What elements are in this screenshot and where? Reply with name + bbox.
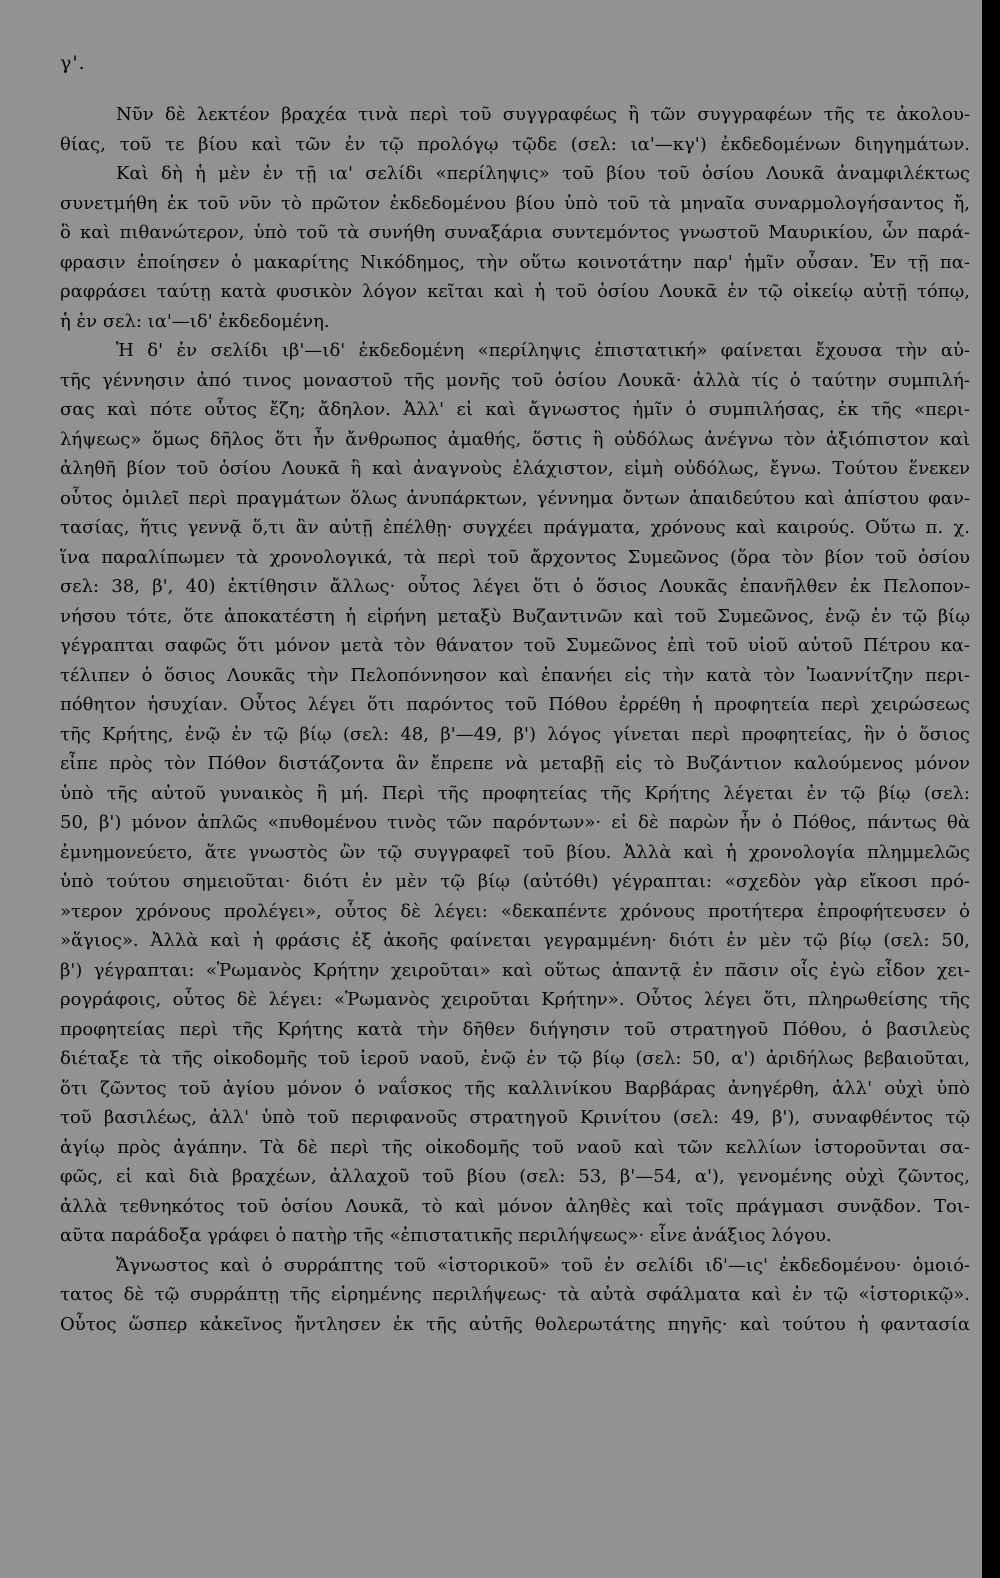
text-line: σελ: 38, β', 40) ἐκτίθησιν ἄλλως· οὗτος λέγει ὅτι ὁ ὅσιος Λουκᾶς ἐπανῆλθεν ἐκ Πελοπον- xyxy=(60,576,970,597)
text-line: εἶπε πρὸς τὸν Πόθον διστάζοντα ἂν ἔπρεπε νὰ μεταβῇ εἰς τὸ Βυζάντιον καλούμενος μόνον xyxy=(60,753,970,774)
text-line: συνετμήθη ἐκ τοῦ νῦν τὸ πρῶτον ἐκδεδομένου βίου ὑπὸ τοῦ τὰ μηναῖα συναρμολογήσαντος ἤ, xyxy=(60,192,970,214)
text-line: 50, β') μόνον ἁπλῶς «πυθομένου τινὸς τῶν παρόντων»· εἰ δὲ παρὼν ἦν ὁ Πόθος, πάντως θὰ xyxy=(60,812,970,833)
text-line: τοῦ βασιλέως, ἀλλ' ὑπὸ τοῦ περιφανοῦς στρατηγοῦ Κρινίτου (σελ: 49, β'), συναφθέντος τῷ xyxy=(60,1107,970,1128)
text-line: οὗτος ὁμιλεῖ περὶ πραγμάτων ὅλως ἀνυπάρκτων, γέννημα ὄντων ἀπαιδεύτου καὶ ἀπίστου φαν- xyxy=(60,487,970,509)
text-line: ρογράφοις, οὗτος δὲ λέγει: «Ῥωμανὸς χειροῦται Κρήτην». Οὗτος λέγει ὅτι, πληρωθείσης τῆς xyxy=(60,989,970,1010)
text-line: φῶς, εἰ καὶ διὰ βραχέων, ἀλλαχοῦ τοῦ βίου (σελ: 53, β'—54, α'), γενομένης οὐχὶ ζῶντος, xyxy=(60,1166,970,1187)
text-line: ἡ ἐν σελ: ια'—ιδ' ἐκδεδομένη. xyxy=(60,310,330,332)
text-line: β') γέγραπται: «Ῥωμανὸς Κρήτην χειροῦται» καὶ οὕτως ἀπαντᾷ ἐν πᾶσιν οἷς ἐγὼ εἶδον χει- xyxy=(60,959,970,981)
text-line: τασίας, ἥτις γεννᾷ ὅ,τι ἂν αὐτῇ ἐπέλθῃ· συγχέει πράγματα, χρόνους καὶ καιρούς. Οὕτω π. χ. xyxy=(60,517,970,538)
text-line: ἐμνημονεύετο, ἅτε γνωστὸς ὢν τῷ συγγραφεῖ τοῦ βίου. Ἀλλὰ καὶ ἡ χρονολογία πλημμελῶς xyxy=(60,841,970,863)
text-line: αῦτα παράδοξα γράφει ὁ πατὴρ τῆς «ἐπιστατικῆς περιλήψεως»· εἶνε ἀνάξιος λόγου. xyxy=(60,1225,832,1246)
body-text xyxy=(60,100,970,1339)
text-line: προφητείας περὶ τῆς Κρήτης κατὰ τὴν δῆθεν διήγησιν τοῦ στρατηγοῦ Πόθου, ὁ βασιλεὺς xyxy=(60,1018,970,1040)
text-line: ἁγίῳ πρὸς ἀγάπην. Τὰ δὲ περὶ τῆς οἰκοδομῆς τοῦ ναοῦ καὶ τῶν κελλίων ἱστοροῦνται σα- xyxy=(60,1136,970,1158)
text-line: ὑπὸ τῆς αὐτοῦ γυναικὸς ἢ μή. Περὶ τῆς προφητείας τῆς Κρήτης λέγεται ἐν τῷ βίῳ (σελ: xyxy=(60,782,970,804)
text-line: ὑπὸ τούτου σημειοῦται· διότι ἐν μὲν τῷ βίῳ (αὐτόθι) γέγραπται: «σχεδὸν γὰρ εἴκοσι πρό- xyxy=(60,871,970,892)
text-line: Καὶ δὴ ἡ μὲν ἐν τῇ ια' σελίδι «περίληψις» τοῦ βίου τοῦ ὁσίου Λουκᾶ ἀναμφιλέκτως xyxy=(116,163,970,184)
text-line: τέλιπεν ὁ ὅσιος Λουκᾶς τὴν Πελοπόννησον καὶ ἐπανήει εἰς τὴν κατὰ τὸν Ἰωαννίτζην περι- xyxy=(60,664,970,686)
text-line: Ἄγνωστος καὶ ὁ συρράπτης τοῦ «ἱστορικοῦ» τοῦ ἐν σελίδι ιδ'—ις' ἐκδεδομένου· ὁμοιό- xyxy=(116,1254,970,1276)
text-line: Νῦν δὲ λεκτέον βραχέα τινὰ περὶ τοῦ συγγραφέως ἢ τῶν συγγραφέων τῆς τε ἀκολου- xyxy=(116,104,970,125)
text-line: ὅτι ζῶντος τοῦ ἁγίου μόνον ὁ ναΐσκος τῆς καλλινίκου Βαρβάρας ἀνηγέρθη, ἀλλ' οὐχὶ ὑπὸ xyxy=(60,1077,970,1099)
text-line: φρασιν ἐποίησεν ὁ μακαρίτης Νικόδημος, τὴν οὕτω κοινοτάτην παρ' ἡμῖν οὖσαν. Ἐν τῇ πα- xyxy=(60,251,970,273)
text-line: διέταξε τὰ τῆς οἰκοδομῆς τοῦ ἱεροῦ ναοῦ, ἐνῷ ἐν τῷ βίῳ (σελ: 50, α') ἀριδήλως βεβαιοῦται, xyxy=(60,1048,970,1069)
text-line: νήσου τότε, ὅτε ἀποκατέστη ἡ εἰρήνη μεταξὺ Βυζαντινῶν καὶ τοῦ Συμεῶνος, ἐνῷ ἐν τῷ βίῳ xyxy=(60,605,970,627)
text-line: »τερον χρόνους προλέγει», οὗτος δὲ λέγει: «δεκαπέντε χρόνους προτήτερα ἐπροφήτευσεν ὁ xyxy=(60,900,970,922)
text-line: ραφράσει ταύτῃ κατὰ φυσικὸν λόγον κεῖται καὶ ἡ τοῦ ὁσίου Λουκᾶ ἐν τῷ οἰκείῳ αὐτῇ τόπῳ, xyxy=(60,281,970,302)
text-line: λήψεως» ὅμως δῆλος ὅτι ἦν ἄνθρωπος ἀμαθής, ὅστις ἢ οὐδόλως ἀνέγνω τὸν ἀξιόπιστον καὶ xyxy=(60,428,970,450)
text-line: ἵνα παραλίπωμεν τὰ χρονολογικά, τὰ περὶ τοῦ ἄρχοντος Συμεῶνος (ὅρα τὸν βίον τοῦ ὁσίου xyxy=(60,546,970,568)
scan-edge xyxy=(982,0,1000,1578)
page-number: γ'. xyxy=(60,52,86,74)
text-line: θίας, τοῦ τε βίου καὶ τῶν ἐν τῷ προλόγῳ τῷδε (σελ: ια'—κγ') ἐκδεδομένων διηγημάτων. xyxy=(60,133,970,155)
text-line: Οὗτος ὥσπερ κἀκεῖνος ἤντλησεν ἐκ τῆς αὐτῆς θολερωτάτης πηγῆς· καὶ τούτου ἡ φαντασία xyxy=(60,1313,970,1335)
text-line: ἀλλὰ τεθνηκότος τοῦ ὁσίου Λουκᾶ, τὸ καὶ μόνον ἀληθὲς καὶ τοῖς πράγμασι συνᾷδον. Τοι- xyxy=(60,1195,970,1217)
text-line: ὃ καὶ πιθανώτερον, ὑπὸ τοῦ τὰ συνήθη συναξάρια συντεμόντος γνωστοῦ Μαυρικίου, ὧν παρά- xyxy=(60,222,970,243)
text-line: ἀληθῆ βίον τοῦ ὁσίου Λουκᾶ ἢ καὶ ἀναγνοὺς ἐλάχιστον, εἰμὴ οὐδόλως, ἔγνω. Τούτου ἕνεκεν xyxy=(60,458,970,479)
text-line: τατος δὲ τῷ συρράπτῃ τῆς εἰρημένης περιλήψεως· τὰ αὐτὰ σφάλματα καὶ ἐν τῷ «ἱστορικῷ». xyxy=(60,1284,970,1305)
text-line: τῆς Κρήτης, ἐνῷ ἐν τῷ βίῳ (σελ: 48, β'—49, β') λόγος γίνεται περὶ προφητείας, ἣν ὁ ὅσιος xyxy=(60,723,970,745)
text-line: Ἡ δ' ἐν σελίδι ιβ'—ιδ' ἐκδεδομένη «περίληψις ἐπιστατική» φαίνεται ἔχουσα τὴν αὐ- xyxy=(116,340,970,361)
text-line: τῆς γέννησιν ἀπό τινος μοναστοῦ τῆς μονῆς τοῦ ὁσίου Λουκᾶ· ἀλλὰ τίς ὁ ταύτην συμπιλή- xyxy=(60,369,970,391)
text-line: πόθητον ἡσυχίαν. Οὗτος λέγει ὅτι παρόντος τοῦ Πόθου ἐρρέθη ἡ προφητεία περὶ χειρώσεως xyxy=(60,694,970,715)
text-line: γέγραπται σαφῶς ὅτι μόνον μετὰ τὸν θάνατον τοῦ Συμεῶνος ἐπὶ τοῦ υἱοῦ αὐτοῦ Πέτρου κα- xyxy=(60,635,970,656)
text-line: σας καὶ πότε οὗτος ἔζη; ἄδηλον. Ἀλλ' εἰ καὶ ἄγνωστος ἡμῖν ὁ συμπιλήσας, ἐκ τῆς «περι- xyxy=(60,399,970,420)
text-line: »ἅγιος». Ἀλλὰ καὶ ἡ φράσις ἐξ ἀκοῆς φαίνεται γεγραμμένη· διότι ἐν μὲν τῷ βίῳ (σελ: 50, xyxy=(60,930,970,951)
